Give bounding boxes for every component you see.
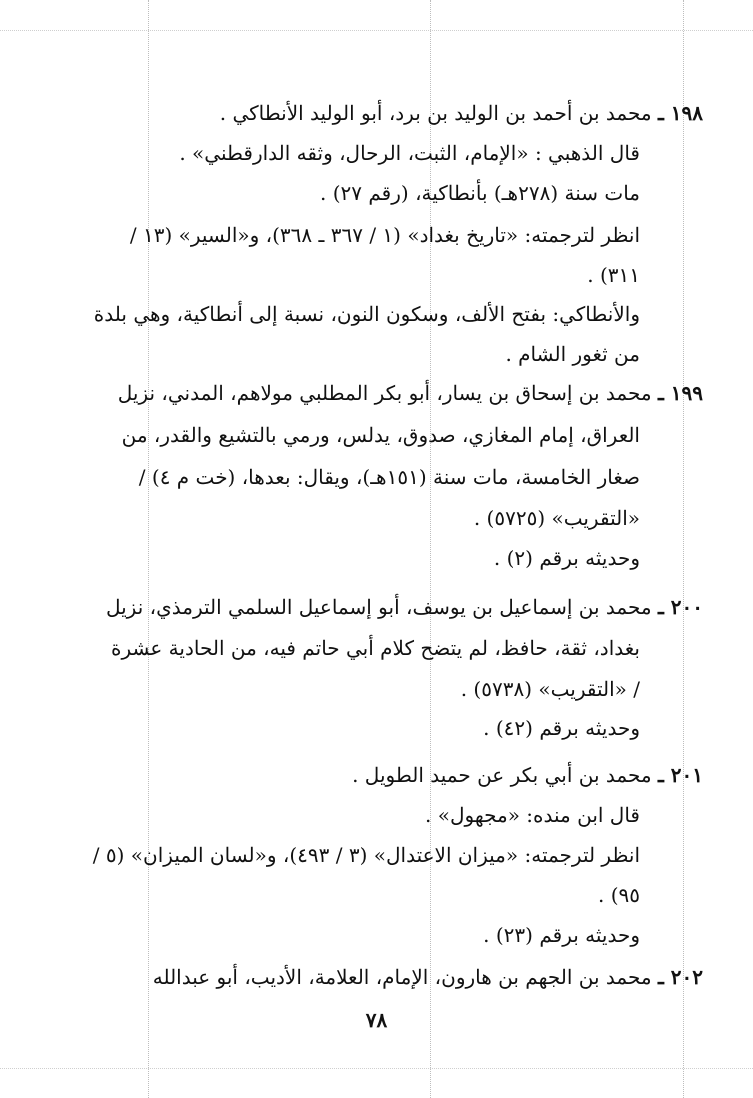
entry-text-line: محمد بن أحمد بن الوليد بن برد، أبو الوليد الأنطاكي . xyxy=(219,101,652,125)
entry-text-line: والأنطاكي: بفتح الألف، وسكون النون، نسبة إلى أنطاكية، وهي بلدة xyxy=(93,302,640,326)
entry-text-line: محمد بن إسماعيل بن يوسف، أبو إسماعيل السلمي الترمذي، نزيل xyxy=(105,595,652,619)
entry-text-line: انظر لترجمته: «ميزان الاعتدال» (٣ / ٤٩٣)، و«لسان الميزان» (٥ / xyxy=(92,843,640,867)
scan-guide-line xyxy=(0,30,753,31)
entry-text-line: محمد بن الجهم بن هارون، الإمام، العلامة، الأديب، أبو عبدالله xyxy=(152,965,652,989)
entry-text-line: العراق، إمام المغازي، صدوق، يدلس، ورمي بالتشيع والقدر، من xyxy=(121,423,640,447)
entry-text-line: ٣١١) . xyxy=(587,263,640,287)
entry-text-line: وحديثه برقم (٢) . xyxy=(493,546,640,570)
entry-199-heading xyxy=(118,383,703,403)
entry-number: ١٩٨ ـ xyxy=(657,101,703,125)
entry-200-heading xyxy=(106,597,703,617)
entry-number: ١٩٩ ـ xyxy=(657,381,703,405)
entry-text-line: وحديثه برقم (٤٢) . xyxy=(483,716,640,740)
page-number: ٧٨ xyxy=(365,1008,388,1032)
entry-202-heading xyxy=(153,967,703,987)
entry-text-line: بغداد، ثقة، حافظ، لم يتضح كلام أبي حاتم فيه، من الحادية عشرة xyxy=(111,636,640,660)
entry-number: ٢٠١ ـ xyxy=(657,763,703,787)
entry-201-heading xyxy=(352,765,703,785)
scan-guide-line xyxy=(0,1068,753,1069)
entry-number: ٢٠٠ ـ xyxy=(657,595,703,619)
entry-text-line: قال ابن منده: «مجهول» . xyxy=(425,803,640,827)
entry-text-line: قال الذهبي : «الإمام، الثبت، الرحال، وثقه الدارقطني» . xyxy=(179,141,640,165)
entry-text-line: من ثغور الشام . xyxy=(505,342,640,366)
entry-text-line: ٩٥) . xyxy=(597,883,640,907)
entry-text-line: مات سنة (٢٧٨هـ) بأنطاكية، (رقم ٢٧) . xyxy=(320,181,640,205)
scan-guide-line xyxy=(683,0,684,1098)
entry-text-line: محمد بن أبي بكر عن حميد الطويل . xyxy=(352,763,652,787)
entry-text-line: محمد بن إسحاق بن يسار، أبو بكر المطلبي مولاهم، المدني، نزيل xyxy=(117,381,652,405)
entry-number: ٢٠٢ ـ xyxy=(657,965,703,989)
entry-text-line: صغار الخامسة، مات سنة (١٥١هـ)، ويقال: بعدها، (خت م ٤) / xyxy=(138,465,640,489)
entry-text-line: «التقريب» (٥٧٢٥) . xyxy=(473,506,640,530)
scan-guide-line xyxy=(148,0,149,1098)
entry-198-heading xyxy=(220,103,703,123)
entry-text-line: / «التقريب» (٥٧٣٨) . xyxy=(460,677,640,701)
entry-text-line: انظر لترجمته: «تاريخ بغداد» (١ / ٣٦٧ ـ ٣٦٨)، و«السير» (١٣ / xyxy=(129,223,640,247)
entry-text-line: وحديثه برقم (٢٣) . xyxy=(483,923,640,947)
